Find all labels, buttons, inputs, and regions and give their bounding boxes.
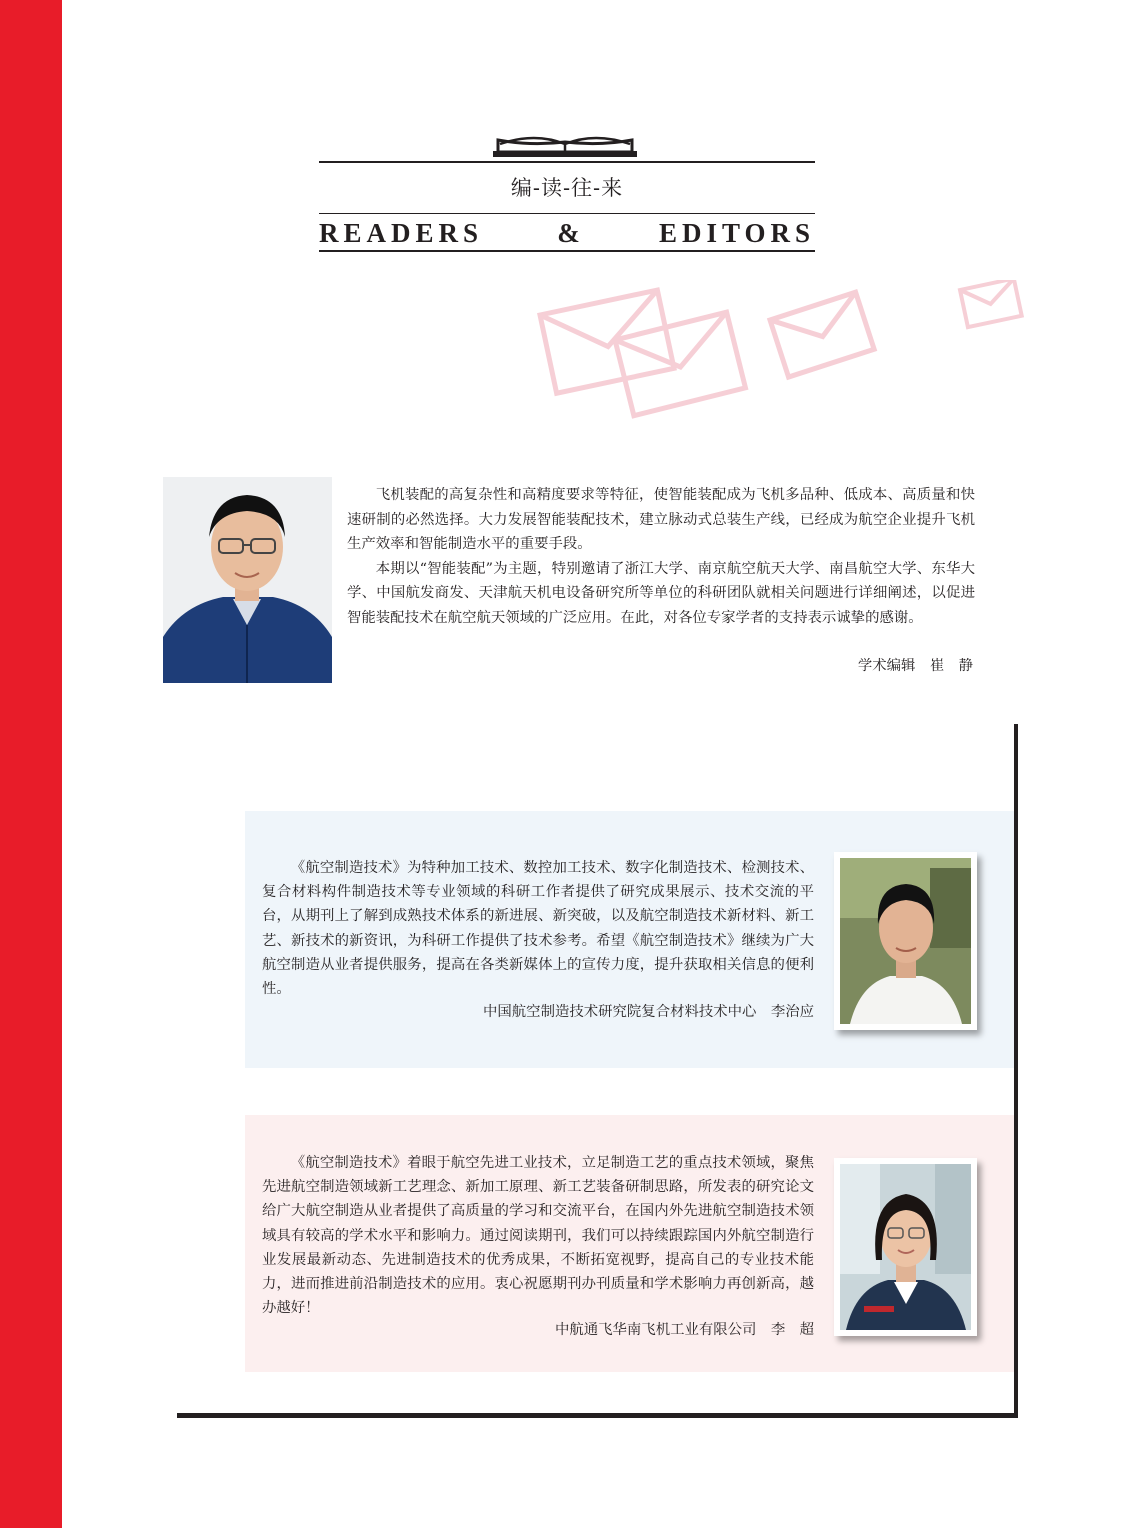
envelopes-decoration <box>530 280 1050 450</box>
header-rule-mid <box>319 213 815 214</box>
editor-note <box>347 483 975 631</box>
testimonial-signature-1: 中国航空制造技术研究院复合材料技术中心 李治应 <box>483 1004 814 1020</box>
header-rule-top <box>319 161 815 163</box>
reader-photo-2 <box>834 1158 977 1336</box>
title-word-ampersand: & <box>557 217 585 248</box>
editor-photo <box>163 477 332 683</box>
header-rule-bottom <box>319 250 815 252</box>
testimonial-text-1 <box>262 856 814 1001</box>
open-book-icon <box>490 130 640 160</box>
frame-bottom-border <box>177 1413 1018 1418</box>
testimonial-body: 《航空制造技术》着眼于航空先进工业技术，立足制造工艺的重点技术领域，聚焦先进航空制造领域新工艺理念、新加工原理、新工艺装备研制思路，所发表的研究论文给广大航空制造从业者提供了高质量的学习和交流平台，在国内外先进航空制造技术领域具有较高的学术水平和影响力。通过阅读期刊，我们可以持续跟踪国内外航空制造行业发展最新动态、先进制造技术的优秀成果，不断拓宽视野，提高自己的专业技术能力，进而推进前沿制造技术的应用。衷心祝愿期刊办刊质量和学术影响力再创新高，越办越好！ <box>262 1155 814 1317</box>
frame-right-border <box>1014 724 1018 1418</box>
editor-signature: 学术编辑 崔 静 <box>857 658 973 674</box>
red-margin-bar <box>0 0 62 1528</box>
title-word-editors: EDITORS <box>658 217 815 248</box>
section-title-cn: 编-读-往-来 <box>510 176 624 200</box>
reader-photo-1 <box>834 852 977 1030</box>
editor-paragraph: 飞机装配的高复杂性和高精度要求等特征，使智能装配成为飞机多品种、低成本、高质量和快速研制的必然选择。大力发展智能装配技术，建立脉动式总装生产线，已经成为航空企业提升飞机生产效率和智能制造水平的重要手段。 <box>347 487 975 553</box>
testimonial-body: 《航空制造技术》为特种加工技术、数控加工技术、数字化制造技术、检测技术、复合材料构件制造技术等专业领域的科研工作者提供了研究成果展示、技术交流的平台，从期刊上了解到成熟技术体系的新进展、新突破，以及航空制造技术新材料、新工艺、新技术的新资讯，为科研工作提供了技术参考。希望《航空制造技术》继续为广大航空制造从业者提供服务，提高在各类新媒体上的宣传力度，提升获取相关信息的便利性。 <box>262 860 814 998</box>
testimonial-text-2 <box>262 1151 814 1320</box>
testimonial-signature-2: 中航通飞华南飞机工业有限公司 李 超 <box>554 1322 814 1338</box>
editor-paragraph: 本期以“智能装配”为主题，特别邀请了浙江大学、南京航空航天大学、南昌航空大学、东华大学、中国航发商发、天津航天机电设备研究所等单位的科研团队就相关问题进行详细阐述，以促进智能装配技术在航空航天领域的广泛应用。在此，对各位专家学者的支持表示诚挚的感谢。 <box>347 560 975 626</box>
title-word-readers: READERS <box>319 217 484 248</box>
section-title-en <box>319 215 815 251</box>
